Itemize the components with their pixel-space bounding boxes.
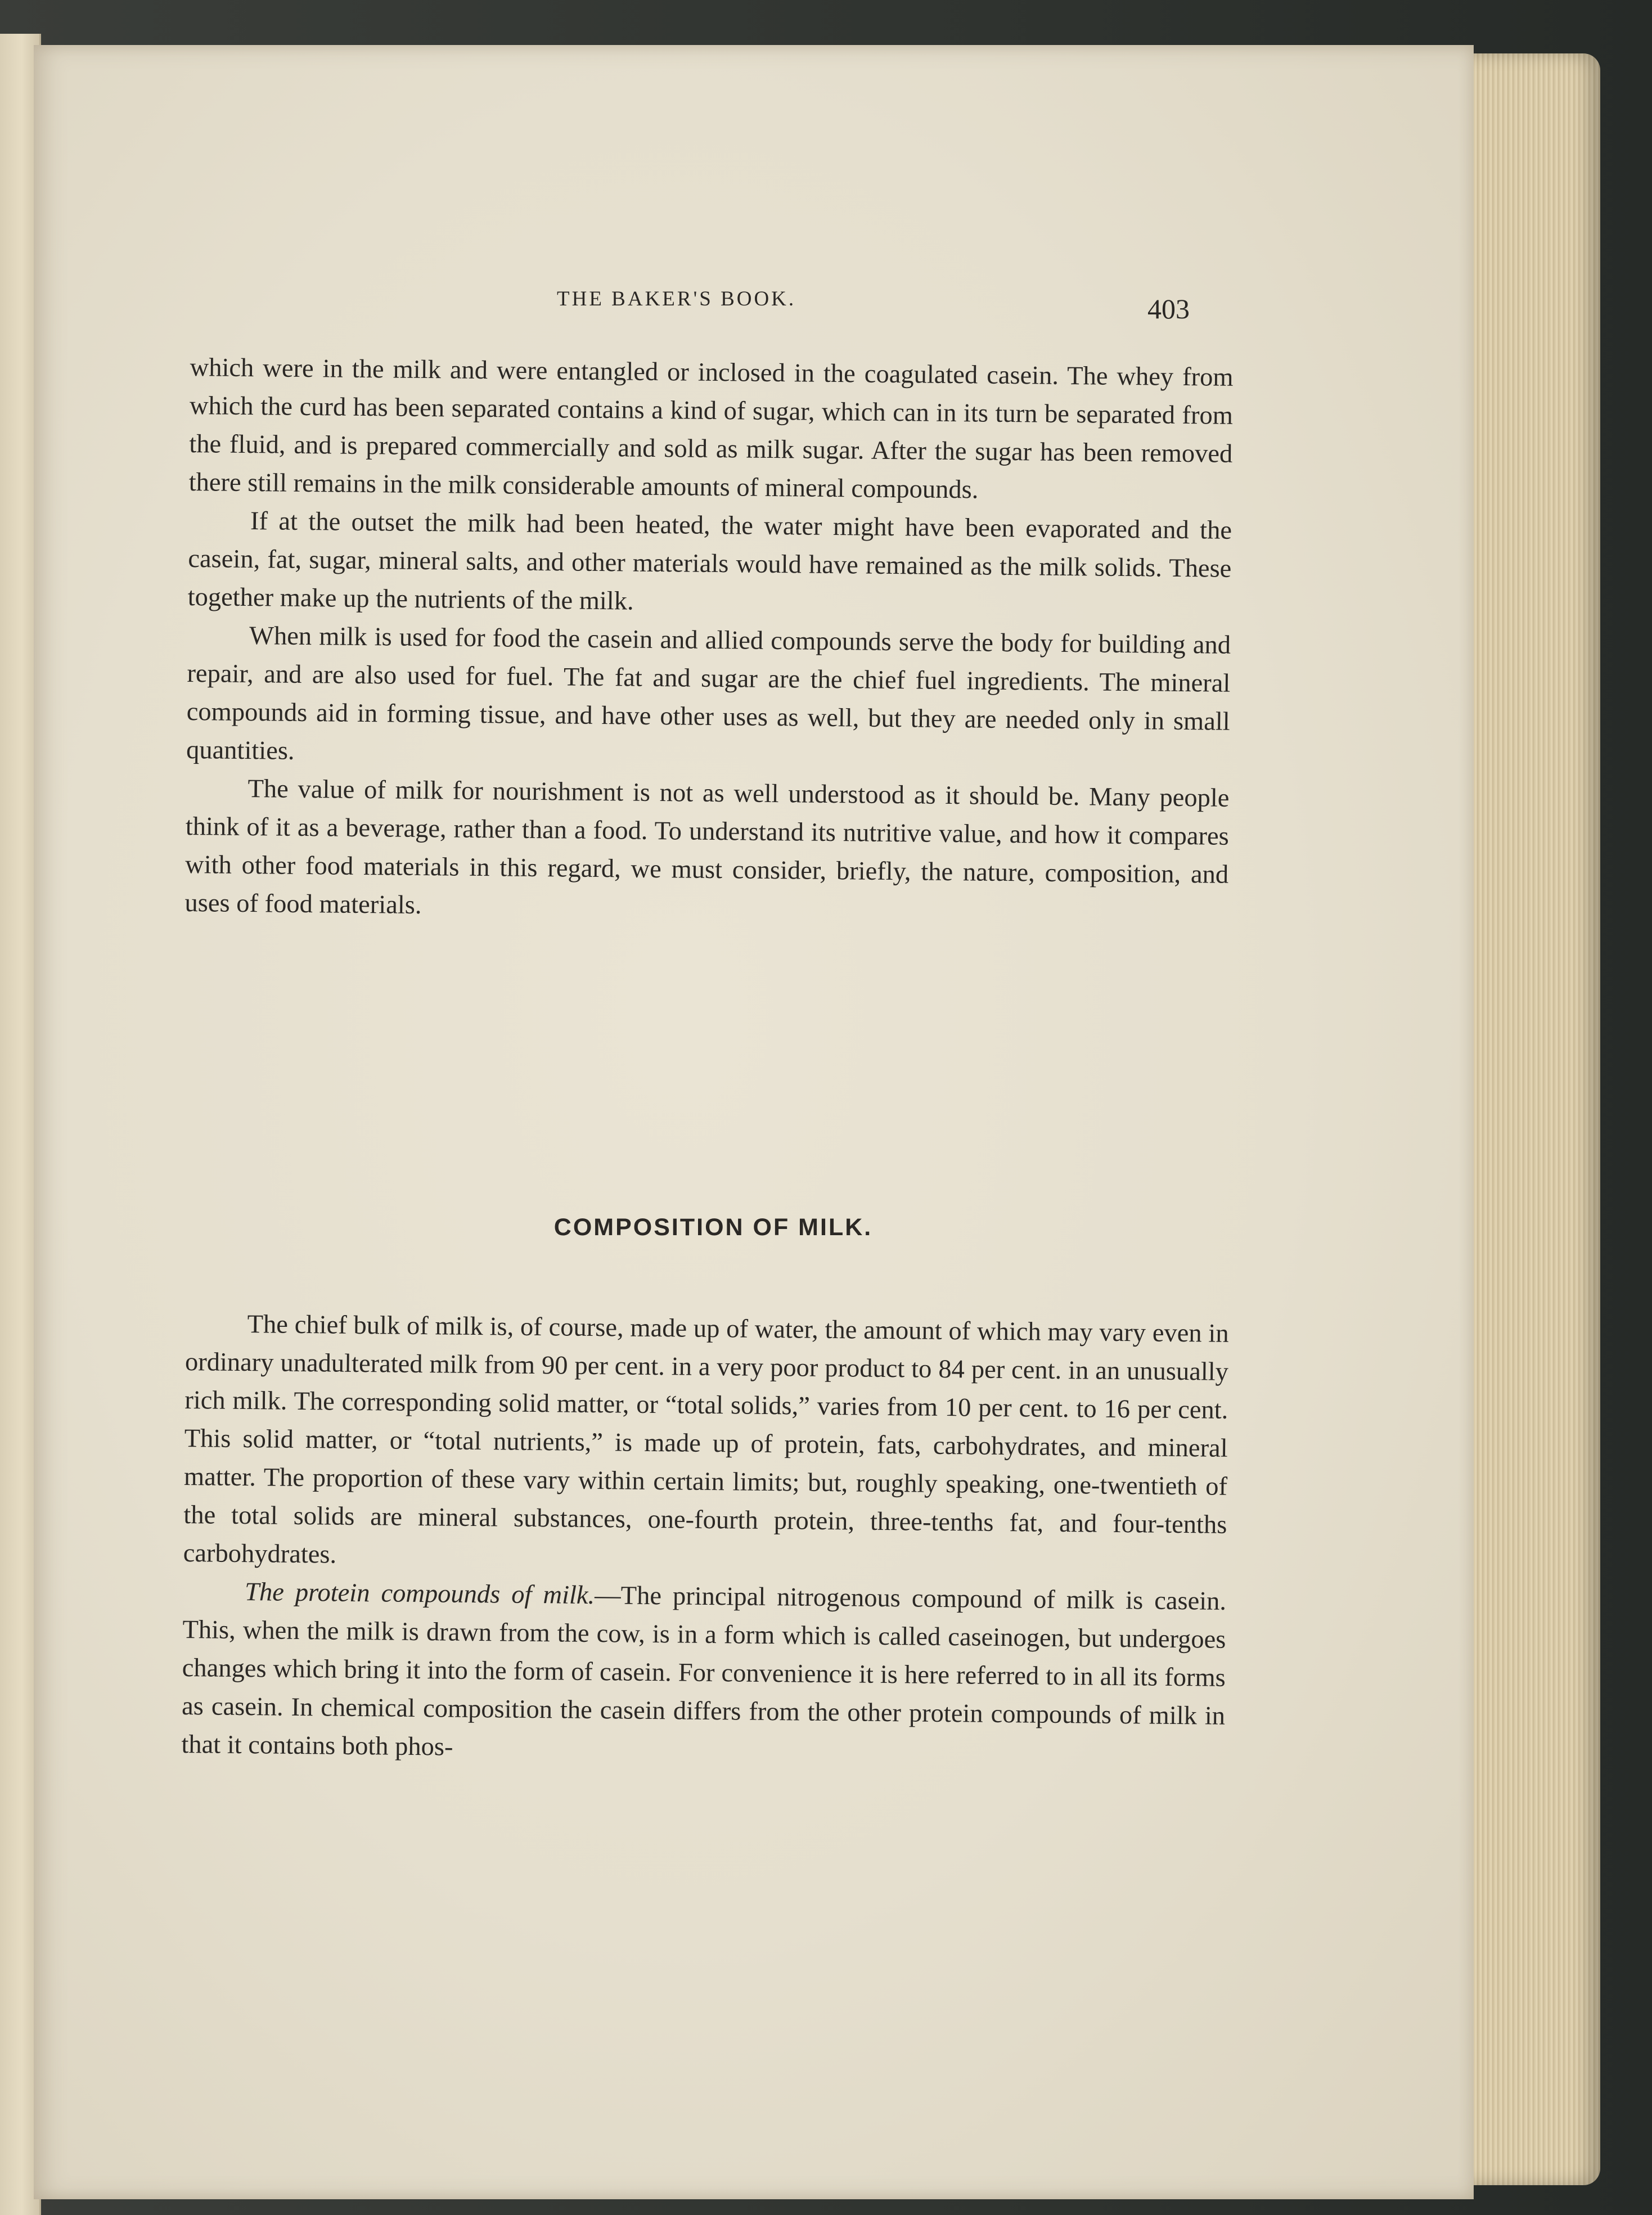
page-header <box>34 287 1474 325</box>
paragraph: When milk is used for food the casein and allied compounds serve the body for building and repair, and are also used for fuel. The fat and sugar are the chief fuel ingredients. The mineral compounds aid in forming tissue, and have other uses as well, but they are needed only in small quantities. <box>186 622 1231 766</box>
page-block-edges <box>1454 53 1600 2185</box>
paragraph-text: —The principal nitrogenous compound of milk is casein. This, when the milk is drawn from the cow, is in a form which is called caseinogen, but undergoes changes which bring it into the form of casein. For convenience it is here referred to in all its forms as casein. In chemical composition the casein differs from the other protein compounds of milk in that it contains both phos- <box>181 1581 1227 1762</box>
body-text-upper <box>184 349 1234 933</box>
paragraph: The chief bulk of milk is, of course, made up of water, the amount of which may vary even in ordinary unadulterated milk from 90 per cent. in a very poor product to 84 per cent. in an unusually rich milk. The corresponding solid matter, or “total solids,” varies from 10 per cent. to 16 per cent. This solid matter, or “total nutrients,” is made up of protein, fats, carbohydrates, and mineral matter. The proportion of these vary within certain limits; but, roughly speaking, one-twentieth of the total solids are mineral substances, one-fourth protein, three-tenths fat, and four-tenths carbohydrates. <box>183 1310 1229 1569</box>
running-title: THE BAKER'S BOOK. <box>557 287 796 310</box>
paragraph: The value of milk for nourishment is not as well understood as it should be. Many people think of it as a beverage, rather than a food. To understand its nutritive value, and how it compares with other food materials in this regard, we must consider, briefly, the nature, composition, and uses of food materials. <box>184 775 1230 920</box>
body-text-lower <box>181 1305 1229 1774</box>
book-page <box>34 45 1474 2199</box>
page-number: 403 <box>1147 293 1190 325</box>
paragraph: If at the outset the milk had been heated, the water might have been evaporated and the casein, fat, sugar, mineral salts, and other materials would have remained as the milk solids. These together make up the nutrients of the milk. <box>187 507 1232 616</box>
italic-subheading: The protein compounds of milk. <box>244 1578 595 1610</box>
paragraph: which were in the milk and were entangled or inclosed in the coagulated casein. The whey from which the curd has been separated contains a kind of sugar, which can in its turn be separated from the fluid, and is prepared commercially and sold as milk sugar. After the sugar has been removed there still remains in the milk considerable amounts of mineral compounds. <box>188 353 1234 505</box>
section-heading: COMPOSITION OF MILK. <box>553 1214 873 1241</box>
paragraph <box>181 1573 1226 1774</box>
